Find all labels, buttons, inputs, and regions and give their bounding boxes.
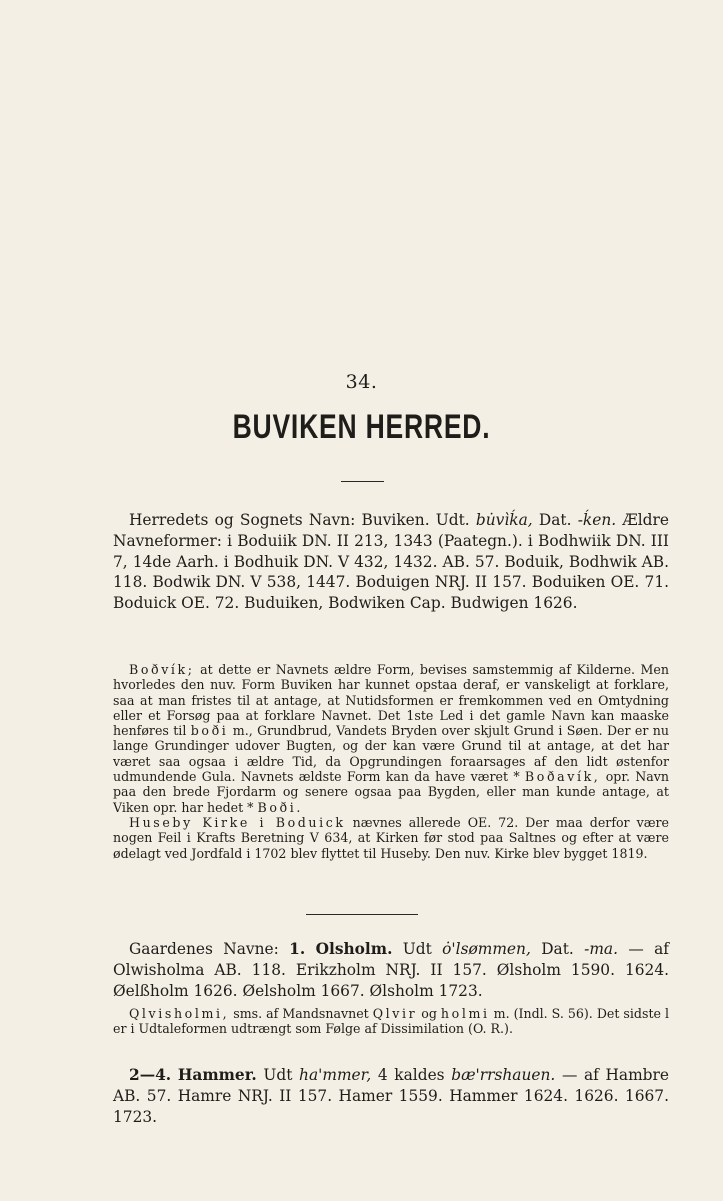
bodi-word-2: Boði. — [257, 799, 303, 815]
hammer-pronunciation: ha'mmer, — [299, 1066, 372, 1084]
olsholm-comment-b: og — [417, 1006, 441, 1021]
herred-name-paragraph — [113, 510, 669, 614]
olsholm-text-a: Udt — [392, 940, 443, 958]
chapter-title: BUVIKEN HERRED. — [232, 408, 491, 446]
commentary-text-2: m., Grundbrud, Vandets Bryden over skjult Grund i Søen. Der er nu lange Grundinger udover Bugten, og der kan være Grund til at antage, at det har været saa ogsaa i ældre Tid, da Opgrundingen foraarsages af den lidt østenfor udmundende Gula. Navnets ældste Form kan da have været * — [113, 723, 669, 785]
commentary-text-1: at dette er Navnets ældre Form, bevises samstemmig af Kilderne. Men hvorledes den nuv. Form Buviken har kunnet opstaa deraf, er vanskeligt at forklare, saa at man fristes til at antage, at Nutidsformen er fremkommen ved en Omtydning eller et Forsøg paa at forklare Navnet. Det 1ste Led i det gamle Navn kan maaske henføres til — [113, 662, 669, 739]
qlvisholmi-headword: Qlvisholmi, — [129, 1006, 230, 1021]
bodi-word: boði — [190, 723, 229, 739]
qlvir-word: Qlvir — [372, 1006, 418, 1021]
hammer-alt-name: bæ'rrshauen. — [451, 1066, 556, 1084]
holmi-word: holmi — [440, 1006, 490, 1021]
church-text: nævnes allerede OE. 72. Der maa derfor være nogen Feil i Krafts Beretning V 634, at Kirken før stod paa Saltnes og efter at være ødelagt ved Jordfald i 1702 blev flyttet til Huseby. Den nuv. Kirke blev bygget 1819. — [113, 814, 669, 861]
olsholm-comment-c: m. (Indl. S. 56). Det sidste l er i Udtaleformen udtrængt som Følge af Dissimilation (O. R.). — [113, 1006, 670, 1037]
bodavik-word: Boðavík, — [524, 769, 601, 785]
hammer-text-b: 4 kaldes — [371, 1066, 452, 1084]
section-divider — [306, 914, 418, 915]
olsholm-forms: — af Olwisholma AB. 118. Erikzholm NRJ. II 157. Ølsholm 1590. 1624. Øelßholm 1626. Øelsholm 1667. Ølsholm 1723. — [113, 940, 669, 1000]
chapter-number: 34. — [345, 371, 378, 393]
herred-commentary — [113, 662, 669, 861]
farm-hammer-entry — [113, 1065, 669, 1127]
herred-text-c: Ældre Navneformer: i Boduiik DN. II 213, 1343 (Paategn.). i Bodhwiik DN. III 7, 14de Aarh. i Bodhuik DN. V 432, 1432. AB. 57. Boduik, Bodhwik AB. 118. Bodwik DN. V 538, 1447. Boduigen NRJ. II 157. Boduiken OE. 71. Boduick OE. 72. Buduiken, Bodwiken Cap. Budwigen 1626. — [113, 511, 669, 613]
farm-number-2-4: 2—4. — [129, 1066, 172, 1084]
herred-dative: -ḱen. — [577, 511, 617, 529]
huseby-kirke-headword: Huseby Kirke i Boduick — [129, 814, 346, 830]
commentary-text-3: opr. Navn paa den brede Fjordarm og senere ogsaa paa Bygden, eller man kunde antage, at Viken opr. har hedet * — [113, 769, 669, 815]
farm-name-hammer: Hammer. — [177, 1066, 257, 1084]
farm-name-olsholm: Olsholm. — [315, 940, 393, 958]
herred-pronunciation: bu̇vìḱa, — [475, 511, 533, 529]
farm-olsholm-entry — [113, 939, 669, 1001]
olsholm-comment-a: sms. af Mandsnavnet — [229, 1006, 373, 1021]
hammer-text-a: Udt — [256, 1066, 300, 1084]
farm-number-1: 1. — [289, 940, 306, 958]
herred-text-a: Herredets og Sognets Navn: Buviken. Udt. — [129, 511, 476, 529]
herred-text-b: Dat. — [532, 511, 578, 529]
farm-names-intro: Gaardenes Navne: — [129, 940, 290, 958]
bodvik-headword: Boðvík; — [129, 662, 195, 677]
title-divider — [341, 481, 384, 482]
olsholm-dative: -ma. — [584, 940, 619, 958]
olsholm-pronunciation: ȯ'lsømmen, — [442, 940, 531, 958]
olsholm-text-b: Dat. — [530, 940, 585, 958]
olsholm-commentary — [113, 1006, 669, 1037]
hammer-forms: — af Hambre AB. 57. Hamre NRJ. II 157. Hamer 1559. Hammer 1624. 1626. 1667. 1723. — [113, 1066, 669, 1126]
